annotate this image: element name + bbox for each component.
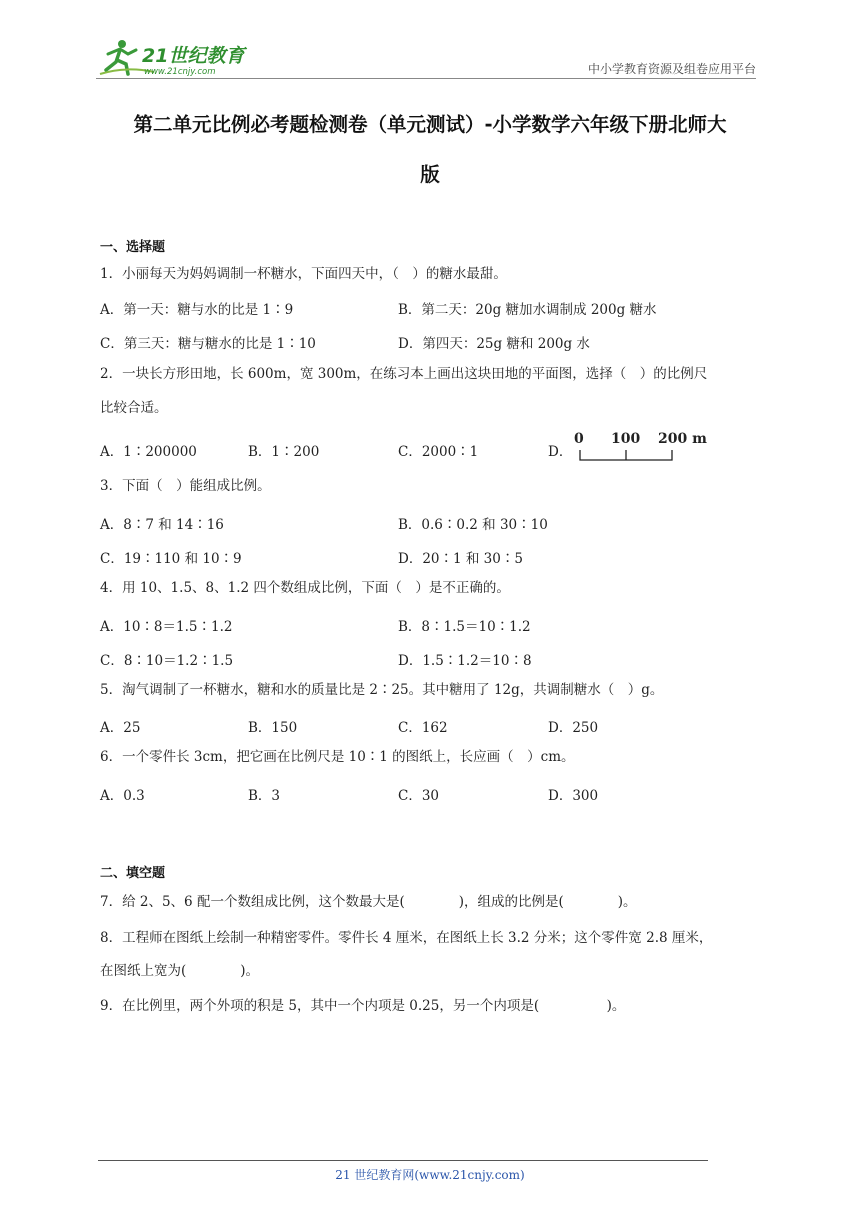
q5-option-c: C．162 — [398, 720, 448, 736]
q4-option-c: C．8∶10＝1.2∶1.5 — [100, 653, 234, 669]
runner-logo-icon — [96, 36, 256, 78]
section-heading-fill: 二、填空题 — [100, 866, 166, 881]
q3-option-a: A．8∶7 和 14∶16 — [100, 517, 224, 533]
q1-option-c: C．第三天：糖与糖水的比是 1∶10 — [100, 336, 316, 352]
footer-text: 21 世纪教育网(www.21cnjy.com) — [335, 1168, 525, 1182]
site-logo — [96, 36, 256, 78]
scale-bar-diagram — [568, 428, 718, 468]
question-2-line-2: 比较合适。 — [100, 400, 168, 416]
scale-label-0: 0 — [574, 431, 584, 447]
q1-option-a: A．第一天：糖与水的比是 1∶9 — [100, 302, 294, 318]
q3-option-b: B．0.6∶0.2 和 30∶10 — [398, 517, 548, 533]
footer-divider — [98, 1160, 708, 1161]
q6-option-a: A．0.3 — [100, 788, 145, 804]
question-7: 7．给 2、5、6 配一个数组成比例，这个数最大是( )，组成的比例是( )。 — [100, 894, 637, 910]
question-8-line-1: 8．工程师在图纸上绘制一种精密零件。零件长 4 厘米，在图纸上长 3.2 分米；这个零件宽 2.8 厘米， — [100, 930, 713, 946]
q4-option-d: D．1.5∶1.2＝10∶8 — [398, 653, 532, 669]
q2-option-d: D． — [548, 444, 573, 460]
question-1: 1．小丽每天为妈妈调制一杯糖水，下面四天中，（ ）的糖水最甜。 — [100, 266, 507, 282]
q1-option-d: D．第四天：25g 糖和 200g 水 — [398, 336, 590, 352]
header-platform-text: 中小学教育资源及组卷应用平台 — [587, 62, 756, 76]
scale-label-200: 200 m — [658, 431, 707, 447]
q2-option-a: A．1∶200000 — [100, 444, 197, 460]
question-3: 3．下面（ ）能组成比例。 — [100, 478, 271, 494]
logo-url: www.21cnjy.com — [144, 67, 216, 77]
title-line-1: 第二单元比例必考题检测卷（单元测试）-小学数学六年级下册北师大 — [133, 113, 727, 136]
logo-text: 21世纪教育 — [142, 45, 245, 67]
scale-bar-line — [580, 450, 672, 460]
q3-option-c: C．19∶110 和 10∶9 — [100, 551, 242, 567]
question-4: 4．用 10、1.5、8、1.2 四个数组成比例，下面（ ）是不正确的。 — [100, 580, 510, 596]
q5-option-a: A．25 — [100, 720, 141, 736]
question-9: 9．在比例里，两个外项的积是 5，其中一个内项是 0.25，另一个内项是( )。 — [100, 998, 626, 1014]
q6-option-d: D．300 — [548, 788, 599, 804]
q5-option-d: D．250 — [548, 720, 599, 736]
q5-option-b: B．150 — [248, 720, 298, 736]
section-heading-choice: 一、选择题 — [100, 240, 166, 255]
question-6: 6．一个零件长 3cm，把它画在比例尺是 10∶1 的图纸上，长应画（ ）cm。 — [100, 749, 575, 765]
title-line-2: 版 — [420, 163, 440, 186]
q6-option-b: B．3 — [248, 788, 281, 804]
header-divider — [96, 78, 756, 79]
question-2-line-1: 2．一块长方形田地，长 600m，宽 300m，在练习本上画出这块田地的平面图，选择（ ）的比例尺 — [100, 366, 708, 382]
q4-option-a: A．10∶8＝1.5∶1.2 — [100, 619, 233, 635]
q1-option-b: B．第二天：20g 糖加水调制成 200g 糖水 — [398, 302, 657, 318]
page-title — [96, 100, 764, 200]
question-8-line-2: 在图纸上宽为( )。 — [100, 963, 260, 979]
q6-option-c: C．30 — [398, 788, 440, 804]
question-5: 5．淘气调制了一杯糖水，糖和水的质量比是 2∶25。其中糖用了 12g，共调制糖水（ ）g。 — [100, 682, 664, 698]
q2-option-c: C．2000∶1 — [398, 444, 479, 460]
q2-option-b: B．1∶200 — [248, 444, 320, 460]
q4-option-b: B．8∶1.5＝10∶1.2 — [398, 619, 531, 635]
q3-option-d: D．20∶1 和 30∶5 — [398, 551, 523, 567]
scale-label-100: 100 — [611, 431, 641, 447]
